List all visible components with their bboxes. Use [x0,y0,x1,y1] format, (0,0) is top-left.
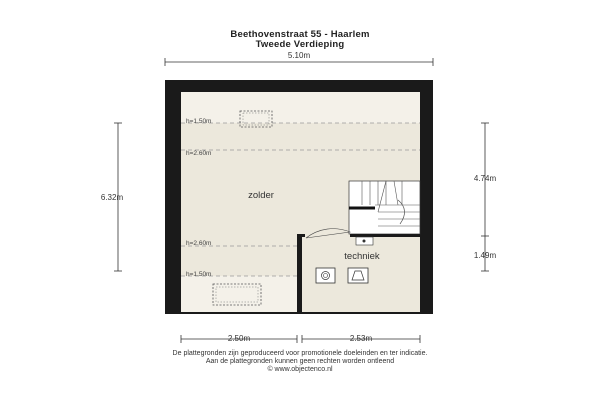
height-label-bottom-high: h=2.60m [186,240,212,247]
height-label-top-high: h=2.60m [186,150,212,157]
washing-machine-icon [316,268,335,283]
footer-disclaimer: De plattegronden zijn geproduceerd voor promotionele doeleinden en ter indicatie. [172,350,428,357]
low-ceiling-zone-bottom [181,276,301,312]
room-label-technical: techniek [344,251,380,262]
bottom-right-label: 2.53m [349,334,373,343]
staircase [349,181,420,234]
sink-icon [356,237,373,245]
footer-rights: Aan de plattegronden kunnen geen rechten worden ontleend [205,358,395,365]
right-lower-label: 1.49m [473,251,497,260]
bottom-dimensions [181,335,420,343]
bottom-left-label: 2.50m [227,334,251,343]
height-label-top-low: h=1.50m [186,118,212,125]
top-width-label: 5.10m [287,51,311,60]
floorplan-title: Beethovenstraat 55 - Haarlem [230,29,370,40]
height-label-bottom-low: h=1.50m [186,271,212,278]
footer-copyright: © www.objectenco.nl [267,366,333,373]
dryer-icon [348,268,368,283]
floor-level-title: Tweede Verdieping [255,39,345,50]
left-height-label: 6.32m [100,193,124,202]
room-label-attic: zolder [248,190,274,201]
right-dimensions [481,123,489,271]
right-upper-label: 4.74m [473,174,497,183]
low-ceiling-zone-top [181,92,420,123]
